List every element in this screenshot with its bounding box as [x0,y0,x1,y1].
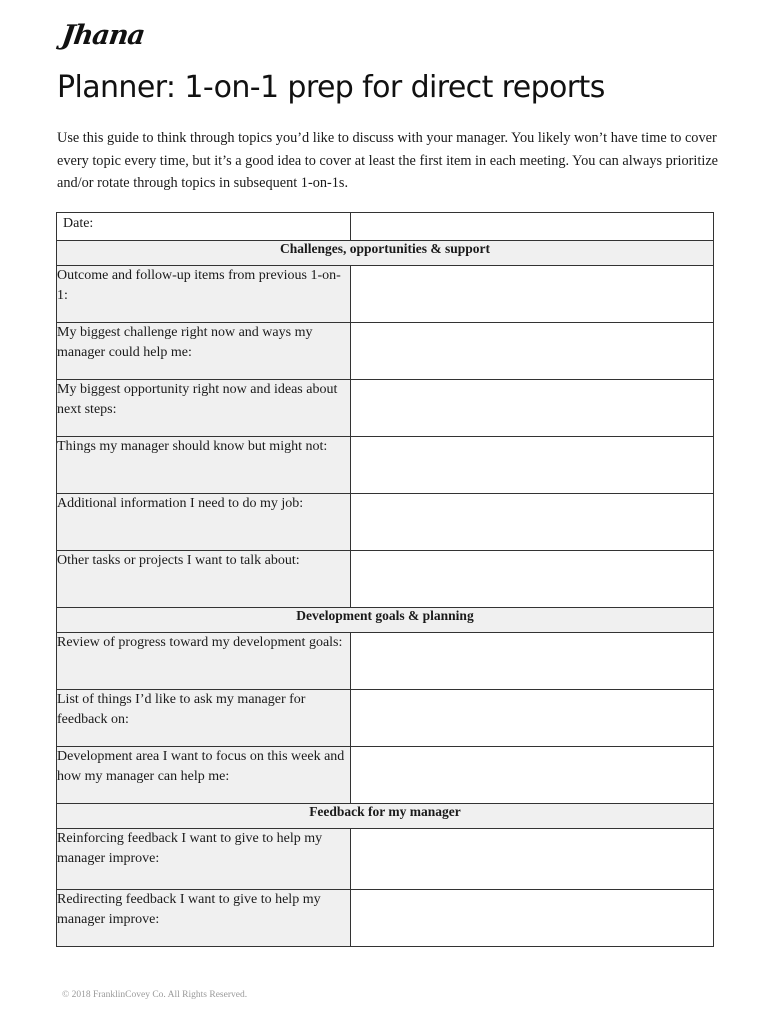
form-row [57,890,714,947]
form-row [57,494,714,551]
answer-field[interactable] [351,890,714,947]
form-row [57,380,714,437]
form-row [57,633,714,690]
answer-field[interactable] [351,747,714,804]
question-label: Review of progress toward my development goals: [57,633,351,690]
question-label: Additional information I need to do my job: [57,494,351,551]
form-row [57,323,714,380]
question-label: Other tasks or projects I want to talk about: [57,551,351,608]
answer-field[interactable] [351,266,714,323]
section-header-challenges [57,241,714,266]
form-row [57,829,714,890]
form-row [57,690,714,747]
date-row [57,213,714,241]
question-label: List of things I’d like to ask my manager for feedback on: [57,690,351,747]
form-row [57,266,714,323]
answer-field[interactable] [351,690,714,747]
planner-table [56,212,714,947]
question-label: Things my manager should know but might not: [57,437,351,494]
answer-field[interactable] [351,829,714,890]
intro-paragraph: Use this guide to think through topics you’d like to discuss with your manager. You likely won’t have time to cover every topic every time, but it’s a good idea to cover at least the first item in each meeting. You can always prioritize and/or rotate through topics in subsequent 1-on-1s. [57,130,719,191]
question-label: My biggest opportunity right now and ideas about next steps: [57,380,351,437]
copyright-footer: © 2018 FranklinCovey Co. All Rights Reserved. [62,990,248,1000]
question-label: Redirecting feedback I want to give to help my manager improve: [57,890,351,947]
page-title: Planner: 1-on-1 prep for direct reports [57,70,605,105]
date-label: Date: [57,213,351,241]
form-row [57,437,714,494]
question-label: Reinforcing feedback I want to give to help my manager improve: [57,829,351,890]
section-header-development [57,608,714,633]
section-header-feedback [57,804,714,829]
date-field[interactable] [351,213,714,241]
answer-field[interactable] [351,437,714,494]
section-title: Challenges, opportunities & support [57,241,714,266]
section-title: Feedback for my manager [57,804,714,829]
form-row [57,747,714,804]
brand-logo: Jhana [59,20,147,51]
answer-field[interactable] [351,633,714,690]
section-title: Development goals & planning [57,608,714,633]
form-row [57,551,714,608]
answer-field[interactable] [351,551,714,608]
question-label: My biggest challenge right now and ways my manager could help me: [57,323,351,380]
question-label: Development area I want to focus on this week and how my manager can help me: [57,747,351,804]
answer-field[interactable] [351,323,714,380]
question-label: Outcome and follow-up items from previous 1-on-1: [57,266,351,323]
answer-field[interactable] [351,380,714,437]
answer-field[interactable] [351,494,714,551]
